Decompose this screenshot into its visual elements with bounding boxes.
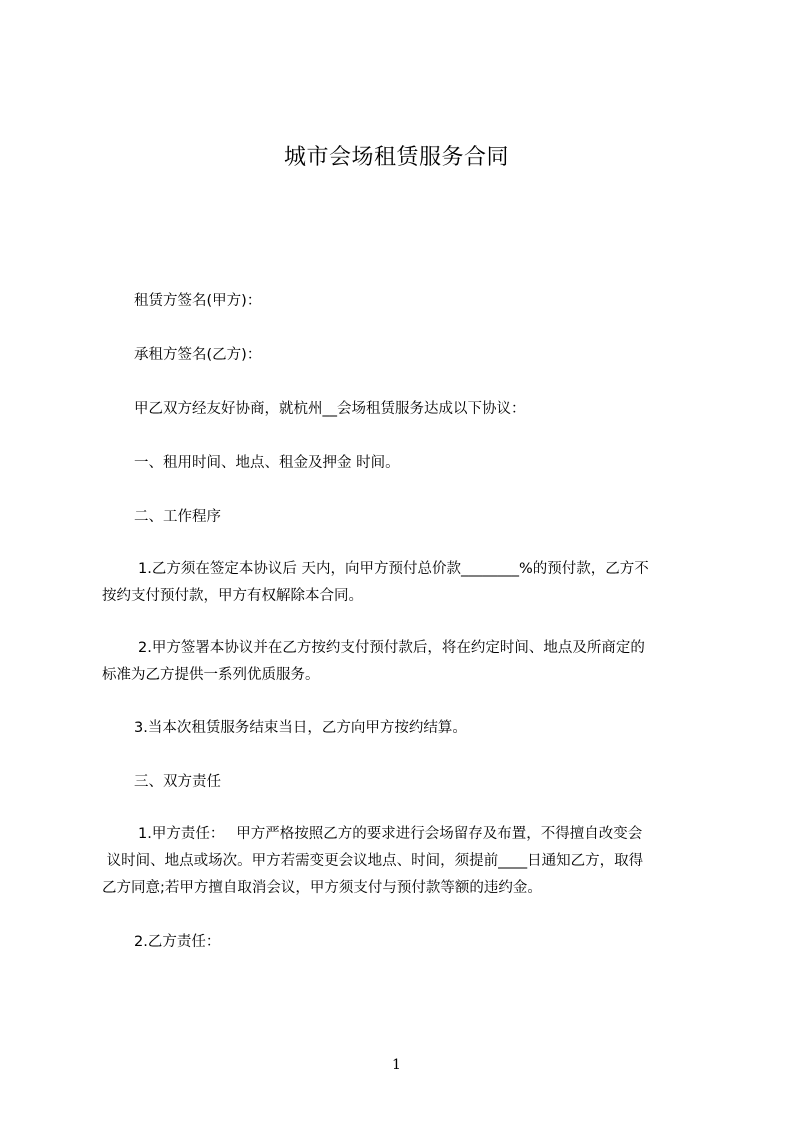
section-heading-1: 一、租用时间、地点、租金及押金 时间。: [134, 455, 400, 471]
clause-3-1-line-3: 乙方同意;若甲方擅自取消会议，甲方须支付与预付款等额的违约金。: [102, 880, 542, 896]
clause-3-1-line-2: 议时间、地点或场次。甲方若需变更会议地点、时间，须提前____日通知乙方，取得: [102, 853, 644, 869]
clause-2-1-line-2: 按约支付预付款，甲方有权解除本合同。: [102, 588, 363, 604]
page-number: 1: [392, 1057, 401, 1073]
clause-3-2: 2.乙方责任：: [134, 934, 221, 950]
clause-2-1: [102, 556, 706, 610]
clause-3-1: [102, 821, 706, 902]
section-heading-3: 三、双方责任: [134, 774, 221, 790]
clause-3-1-line-1: 1.甲方责任： 甲方严格按照乙方的要求进行会场留存及布置，不得擅自改变会: [138, 826, 643, 842]
clause-2-3: 3.当本次租赁服务结束当日，乙方向甲方按约结算。: [134, 720, 467, 736]
clause-2-2-line-2: 标准为乙方提供一系列优质服务。: [102, 667, 320, 683]
clause-2-2: [102, 635, 706, 689]
clause-2-2-line-1: 2.甲方签署本协议并在乙方按约支付预付款后，将在约定时间、地点及所商定的: [138, 640, 645, 656]
document-title: 城市会场租赁服务合同: [283, 145, 509, 170]
clause-2-1-line-1: 1.乙方须在签定本协议后 天内，向甲方预付总价款________%的预付款，乙方不: [138, 561, 649, 577]
preamble-paragraph: 甲乙双方经友好协商，就杭州__会场租赁服务达成以下协议：: [134, 401, 526, 417]
lessee-signature-label: 承租方签名(乙方)：: [134, 347, 262, 363]
lessor-signature-label: 租赁方签名(甲方)：: [134, 293, 262, 309]
section-heading-2: 二、工作程序: [134, 509, 221, 525]
